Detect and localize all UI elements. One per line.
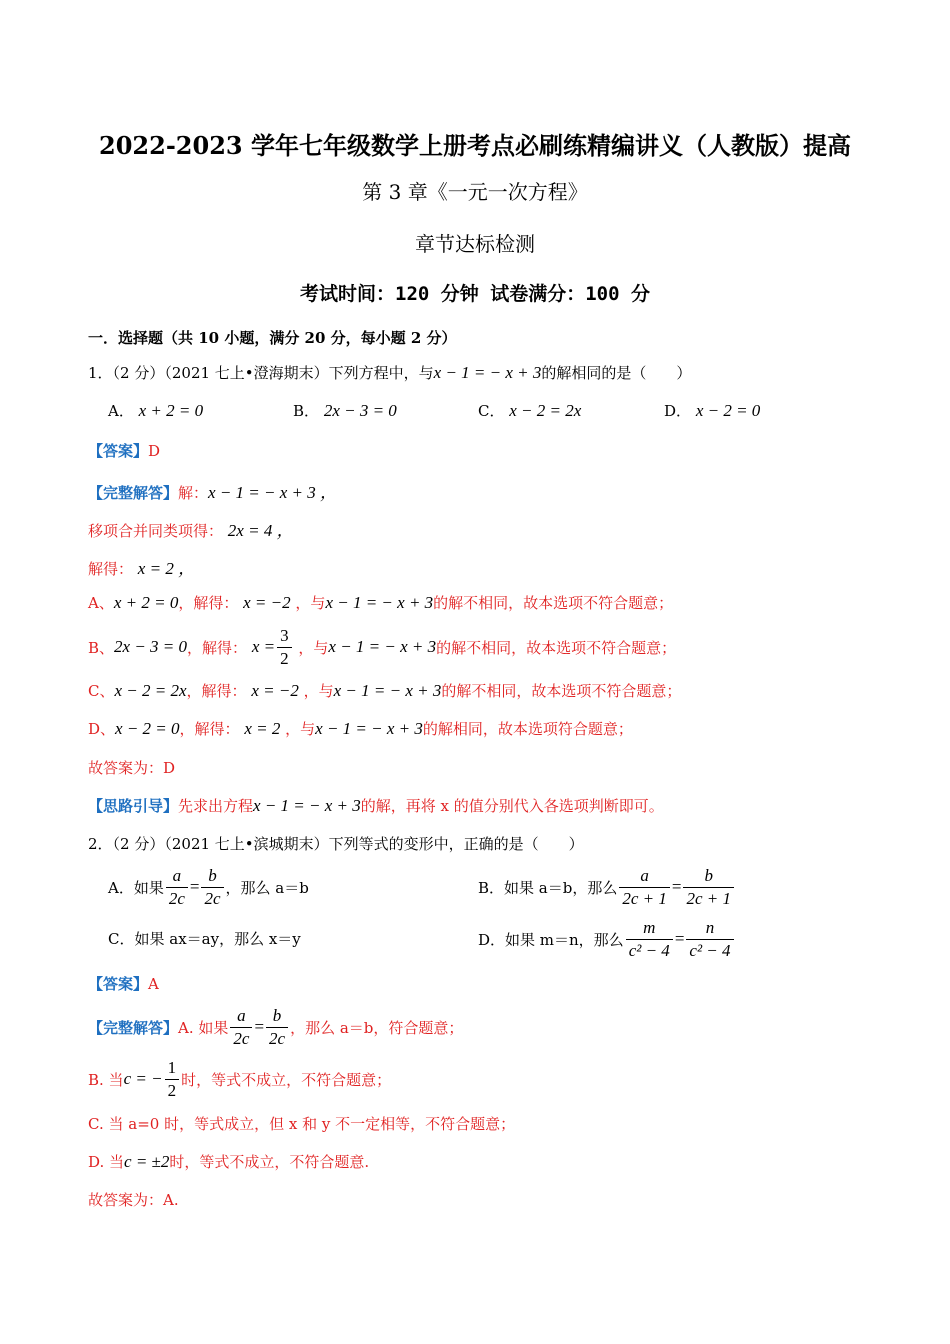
q1-solution-line-3 [88,554,195,579]
answer-value: A [148,975,159,993]
answer-value: D [148,442,161,460]
q1-stem-suffix: 的解相同的是（ ） [541,364,692,382]
solution-text: 移项合并同类项得： [88,522,224,540]
q1-hint [88,795,664,816]
q1-solution-line-2 [88,516,294,541]
fraction-denominator: 2c [204,888,221,908]
solution-text: A. 如果 [178,1018,229,1037]
option-label: D． [664,402,692,420]
analysis-equation: x = −2 [243,593,291,612]
analysis-text: 的解不相同，故本选项不符合题意； [433,594,674,612]
q1-stem-prefix: 1．（2 分）（2021 七上•澄海期末）下列方程中，与 [88,364,434,382]
q2-option-d: D．如果 m＝n，那么 $\frac{m}{\text{c² − 4}}$ = $\frac{n}{\text{c² − 4}}$ [478,914,736,964]
analysis-equation: x + 2 = 0 [113,593,179,612]
analysis-text: C、 [88,682,115,700]
q2-option-b: B．如果 a＝b，那么 $\frac{a}{2c + 1}$ = $\frac{b}{2c + 1}$ [478,862,736,912]
analysis-equation: x = −2 [251,681,299,700]
fraction [166,865,188,910]
q1-option-a [108,400,203,421]
q1-analysis-a [88,592,673,613]
exam-info: 考试时间：120 分钟 试卷满分：100 分 [300,283,650,305]
analysis-text: ，解得： [187,638,248,657]
solution-equation: c = − [123,1069,163,1088]
option-equation: 2x − 3 = 0 [323,401,397,420]
fraction [201,865,223,910]
fraction [626,917,673,962]
q2-option-c: C．如果 ax＝ay，那么 x＝y [108,930,301,948]
q2-conclusion: 故答案为：A. [88,1191,179,1209]
q2-solution-b [88,1054,391,1104]
fraction [686,917,733,962]
q2-option-a: A．如果 $\frac{a}{2c}$ = $\frac{b}{2c}$ ，那么 a＝b [108,865,309,908]
analysis-text: A、 [88,594,114,612]
q1-analysis-b [88,624,676,670]
fraction [683,865,734,910]
fraction-numerator: a [166,865,188,888]
option-label: C． [478,402,505,420]
q2-solution-a: 【完整解答】 A. 如果 $\frac{a}{2c}$ = $\frac{b}{2c}$ ，那么 a＝b，符合题意； [88,1005,464,1048]
analysis-text: ，解得： [179,720,240,738]
document-subtitle: 章节达标检测 [415,232,535,256]
q1-stem-equation: x − 1 = − x + 3 [433,363,542,382]
fraction-denominator: c² − 4 [628,940,670,960]
solution-tag: 【完整解答】 [88,484,179,502]
fraction-denominator: 2c + 1 [686,888,731,908]
answer-tag: 【答案】 [88,975,149,993]
chapter-title: 第 3 章《一元一次方程》 [362,180,588,204]
fraction-denominator: 2c [269,1028,286,1048]
solution-equation: x = 2 ， [137,559,196,578]
section-title: 一．选择题（共 10 小题，满分 20 分，每小题 2 分） [88,329,457,347]
analysis-text: ，解得： [186,682,247,700]
analysis-equation: x − 1 = − x + 3 [325,593,434,612]
fraction-denominator: c² − 4 [689,940,731,960]
q1-option-b [293,400,397,421]
solution-text: ，那么 a＝b，符合题意； [290,1018,464,1037]
solution-equation: x − 1 = − x + 3 ， [208,483,338,502]
analysis-text: ，与 [295,594,326,612]
fraction [619,865,670,910]
analysis-text: 的解不相同，故本选项不符合题意； [441,682,682,700]
solution-equation: c = ±2 [124,1152,170,1171]
q2-answer [88,973,159,994]
solution-text: B. 当 [88,1070,124,1089]
option-text: A．如果 [108,878,164,897]
fraction-numerator: b [683,865,734,888]
option-equation: x − 2 = 0 [695,401,761,420]
fraction-numerator: b [201,865,223,888]
fraction-denominator: 2 [280,648,289,668]
analysis-text: D、 [88,720,116,738]
option-equation: x − 2 = 2x [509,401,582,420]
fraction [165,1057,180,1102]
option-text: B．如果 a＝b，那么 [478,878,618,897]
document-title: 2022-2023 学年七年级数学上册考点必刷练精编讲义（人教版）提高 [99,131,851,160]
hint-tag: 【思路引导】 [88,797,179,815]
option-text: ，那么 a＝b [225,878,309,897]
analysis-text: B、 [88,638,115,657]
option-label: A． [108,402,134,420]
option-label: B． [293,402,320,420]
fraction-denominator: 2c + 1 [622,888,667,908]
option-equation: x + 2 = 0 [138,401,204,420]
analysis-text: ，与 [298,638,329,657]
analysis-text: 的解不相同，故本选项不符合题意； [436,638,677,657]
analysis-text: 的解相同，故本选项符合题意； [422,720,633,738]
q1-option-c [478,400,581,421]
hint-equation: x − 1 = − x + 3 [253,796,361,815]
q1-analysis-c [88,680,681,701]
fraction [266,1005,288,1050]
analysis-equation: 2x − 3 = 0 [114,637,188,656]
q1-option-d [664,400,760,421]
solution-tag: 【完整解答】 [88,1018,179,1037]
fraction-denominator: 2c [233,1028,250,1048]
analysis-equation: x = [251,637,276,656]
hint-text: 的解，再将 x 的值分别代入各选项判断即可。 [360,797,664,815]
answer-tag: 【答案】 [88,442,149,460]
question-1-stem [88,362,691,383]
q1-conclusion: 故答案为：D [88,759,176,777]
solution-text: 解得： [88,560,134,578]
fraction-denominator: 2 [167,1080,177,1100]
fraction-numerator: 1 [165,1057,180,1080]
analysis-text: ，与 [303,682,334,700]
fraction-numerator: m [626,917,673,940]
fraction-denominator: 2c [168,888,185,908]
q2-solution-c: C. 当 a=0 时，等式成立，但 x 和 y 不一定相等，不符合题意； [88,1115,516,1133]
solution-equation: 2x = 4 ， [227,521,294,540]
analysis-equation: x − 1 = − x + 3 [328,637,437,656]
solution-text: 解： [178,484,209,502]
analysis-text: ，与 [285,720,316,738]
analysis-equation: x − 2 = 2x [114,681,187,700]
fraction-numerator: a [230,1005,252,1028]
fraction-numerator: a [619,865,670,888]
fraction [230,1005,252,1050]
option-text: D．如果 m＝n，那么 [478,930,624,949]
solution-text: 时，等式不成立，不符合题意. [169,1153,370,1171]
fraction-numerator: n [686,917,733,940]
q1-analysis-d [88,718,633,739]
analysis-equation: x = 2 [244,719,281,738]
analysis-text: ，解得： [178,594,239,612]
analysis-equation: x − 1 = − x + 3 [315,719,423,738]
question-2-stem: 2．（2 分）（2021 七上•滨城期末）下列等式的变形中，正确的是（ ） [88,835,584,853]
fraction [277,625,292,670]
hint-text: 先求出方程 [178,797,254,815]
solution-text: D. 当 [88,1153,125,1171]
solution-text: 时，等式不成立，不符合题意； [181,1070,392,1089]
fraction-numerator: b [266,1005,288,1028]
fraction-numerator: 3 [277,625,292,648]
analysis-equation: x − 2 = 0 [115,719,180,738]
q1-answer [88,440,160,461]
analysis-equation: x − 1 = − x + 3 [333,681,442,700]
q1-solution-line-1 [88,478,337,503]
q2-solution-d [88,1151,369,1172]
